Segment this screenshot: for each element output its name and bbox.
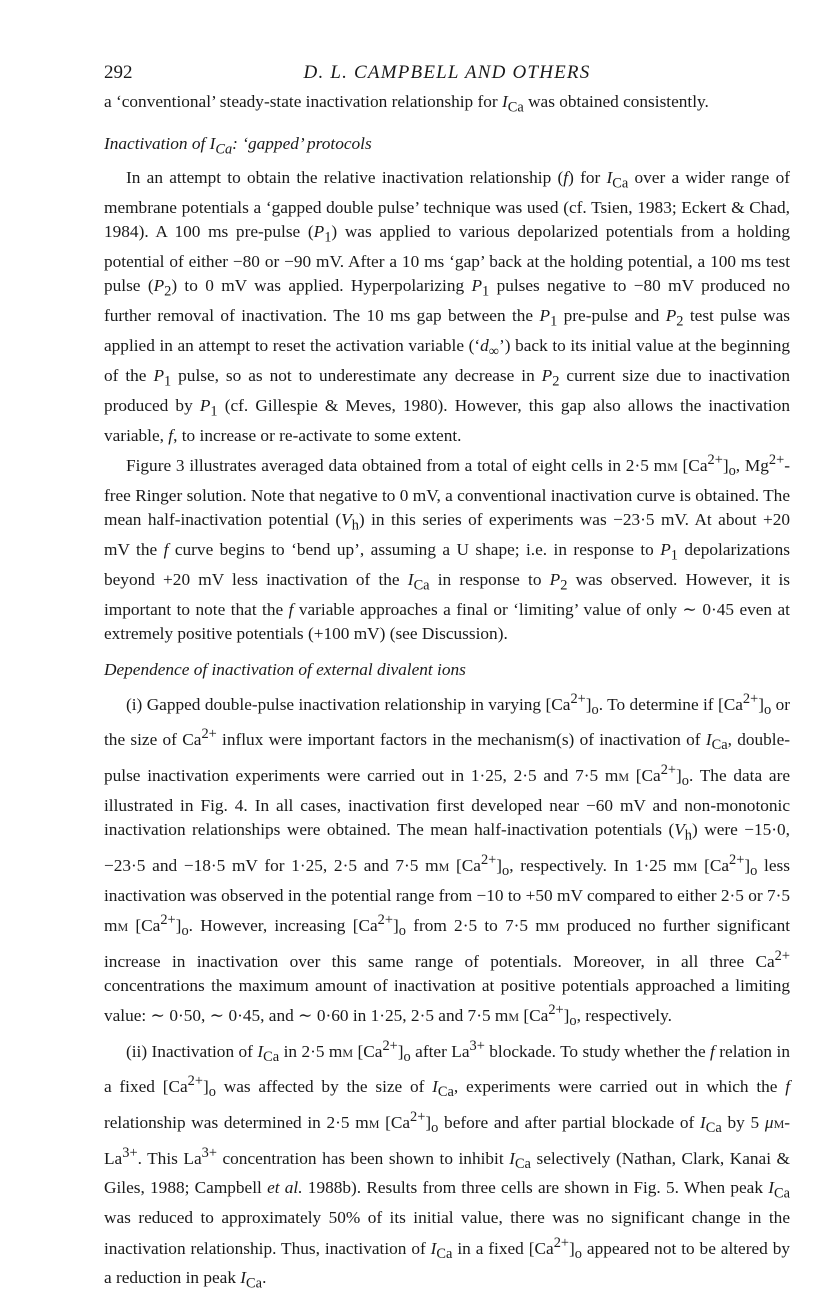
page-number: 292 (104, 62, 133, 83)
paragraph-continuation: a ‘conventional’ steady-state inactivation relationship for $I_{Ca}$ was obtained consistently. (104, 92, 709, 116)
paragraph-lanthanum-blockade: (ii) Inactivation of $I_{Ca}$ in 2·5 mm $[Ca^{2+}]_o$ after $La^{3+}$ blockade. To study whether the f relation in a fixed $[Ca^{2+}]_o$ was affected by the size of $I_{Ca}$, experiments were carried out in which the f relationship was determined in 2·5 mm $[Ca^{2+}]_o$ before and after partial blockade of $I_{Ca}$ by 5 $\mu m-La^{3+}$. This $La^{3+}$ concentration has been shown to inhibit $I_{Ca}$ selectively (Nathan, Clark, Kanai & Giles, 1988; Campbell et al. 1988b). Results from three cells are shown in Fig. 5. When peak $I_{Ca}$ was reduced to approximately 50% of its initial value, there was no significant change in the inactivation relationship. Thus, inactivation of $I_{Ca}$ in a fixed $[Ca^{2+}]_o$ appeared not to be altered by a reduction in peak $I_{Ca}$. (104, 1037, 791, 1292)
paragraph-gapped-technique: In an attempt to obtain the relative inactivation relationship (f) for $I_{Ca}$ over a wider range of membrane potentials a ‘gapped double pulse’ technique was used (cf. Tsien, 1983; Eckert & Chad, 1984). A 100 ms pre-pulse $(P_1)$ was applied to various depolarized potentials from a holding potential of either −80 or −90 mV. After a 10 ms ‘gap’ back at the holding potential, a 100 ms test pulse $(P_2)$ to 0 mV was applied. Hyperpolarizing $P_1$ pulses negative to −80 mV produced no further removal of inactivation. The 10 ms gap between the $P_1$ pre-pulse and $P_2$ test pulse was applied in an attempt to reset the activation variable $(‘d_\infty’)$ back to its initial value at the beginning of the $P_1$ pulse, so as not to underestimate any decrease in $P_2$ current size due to inactivation produced by $P_1$ (cf. Gillespie & Meves, 1980). However, this gap also allows the inactivation variable, f, to increase or re-activate to some extent. (104, 167, 791, 445)
running-title: D. L. CAMPBELL AND OTHERS (303, 62, 591, 83)
paragraph-varying-calcium: (i) Gapped double-pulse inactivation relationship in varying $[Ca^{2+}]_o$. To determine if $[Ca^{2+}]_o$ or the size of $Ca^{2+}$ influx were important factors in the mechanism(s) of inactivation of $I_{Ca}$, double-pulse inactivation experiments were carried out in 1·25, 2·5 and 7·5 mm $[Ca^{2+}]_o$. The data are illustrated in Fig. 4. In all cases, inactivation first developed near −60 mV and non-monotonic inactivation relationships were obtained. The mean half-inactivation potentials $(V_h)$ were −15·0, −23·5 and −18·5 mV for 1·25, 2·5 and 7·5 mm $[Ca^{2+}]_o$, respectively. In 1·25 mm $[Ca^{2+}]_o$ less inactivation was observed in the potential range from −10 to +50 mV compared to either 2·5 or 7·5 mm $[Ca^{2+}]_o$. However, increasing $[Ca^{2+}]_o$ from 2·5 to 7·5 mm produced no further significant increase in inactivation over this same range of potentials. Moreover, in all three $Ca^{2+}$ concentrations the maximum amount of inactivation at positive potentials approached a limiting value: ∼ 0·50, ∼ 0·45, and ∼ 0·60 in 1·25, 2·5 and 7·5 mm $[Ca^{2+}]_o$, respectively. (104, 690, 791, 1030)
section-heading-divalent-ions: Dependence of inactivation of external divalent ions (104, 660, 466, 680)
section-heading-gapped-protocols: Inactivation of $I_{Ca}$: ‘gapped’ protocols (104, 133, 372, 158)
page-header (104, 62, 790, 90)
page (104, 62, 790, 1296)
paragraph-figure-3: Figure 3 illustrates averaged data obtained from a total of eight cells in 2·5 mm $[Ca^{2+}]_o$, $Mg^{2+}$-free Ringer solution. Note that negative to 0 mV, a conventional inactivation curve is obtained. The mean half-inactivation potential $(V_h)$ in this series of experiments was −23·5 mV. At about +20 mV the f curve begins to ‘bend up’, assuming a U shape; i.e. in response to $P_1$ depolarizations beyond +20 mV less inactivation of the $I_{Ca}$ in response to $P_2$ was observed. However, it is important to note that the f variable approaches a final or ‘limiting’ value of only ∼ 0·45 even at extremely positive potentials (+100 mV) (see Discussion). (104, 451, 790, 643)
